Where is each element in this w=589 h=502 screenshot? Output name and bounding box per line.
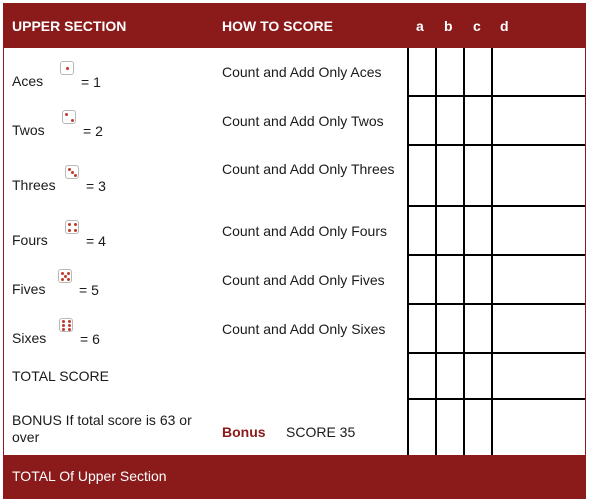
- category-label: Fours: [12, 231, 48, 248]
- score-cell[interactable]: [409, 207, 435, 254]
- upper-section-total-row: [4, 455, 585, 498]
- score-cell[interactable]: [437, 256, 463, 303]
- die-six-icon: [59, 318, 73, 332]
- score-cell[interactable]: [409, 97, 435, 144]
- score-cell[interactable]: [437, 97, 463, 144]
- category-value: = 6: [80, 330, 100, 347]
- score-cell[interactable]: [409, 146, 435, 205]
- score-cell[interactable]: [437, 354, 463, 398]
- category-value: = 2: [83, 122, 103, 139]
- how-to-score-text: Count and Add Only Sixes: [222, 320, 386, 337]
- category-value: = 3: [86, 177, 106, 194]
- total-score-label: TOTAL SCORE: [12, 368, 109, 384]
- score-cell[interactable]: [493, 146, 585, 205]
- score-cell[interactable]: [437, 207, 463, 254]
- bonus-score: SCORE 35: [286, 424, 356, 440]
- score-cell[interactable]: [493, 207, 585, 254]
- die-five-icon: [58, 269, 72, 283]
- category-value: = 4: [86, 232, 106, 249]
- category-value: = 1: [81, 73, 101, 90]
- score-cell[interactable]: [409, 354, 435, 398]
- how-to-score-text: Count and Add Only Threes: [222, 161, 395, 177]
- column-a-heading: a: [416, 18, 424, 34]
- score-cell[interactable]: [493, 50, 585, 95]
- category-value: = 5: [79, 281, 99, 298]
- category-label: Twos: [12, 121, 45, 138]
- score-cell[interactable]: [465, 97, 491, 144]
- column-b-heading: b: [444, 18, 453, 34]
- score-cell[interactable]: [465, 400, 491, 457]
- column-d-heading: d: [500, 18, 509, 34]
- section-title: UPPER SECTION: [12, 18, 127, 34]
- category-label: Threes: [12, 176, 56, 193]
- category-label: Fives: [12, 280, 46, 297]
- how-to-score-text: Count and Add Only Twos: [222, 112, 384, 129]
- score-cell[interactable]: [493, 97, 585, 144]
- score-cell[interactable]: [493, 305, 585, 352]
- score-cell[interactable]: [465, 207, 491, 254]
- score-cell[interactable]: [437, 50, 463, 95]
- die-two-icon: [62, 110, 76, 124]
- score-cell[interactable]: [465, 146, 491, 205]
- score-cell[interactable]: [409, 400, 435, 457]
- how-to-score-text: Count and Add Only Fours: [222, 222, 387, 239]
- score-cell[interactable]: [409, 50, 435, 95]
- category-label: Sixes: [12, 329, 47, 346]
- score-cell[interactable]: [493, 354, 585, 398]
- how-to-score-text: Count and Add Only Aces: [222, 63, 382, 80]
- score-cell[interactable]: [465, 305, 491, 352]
- upper-section-scorecard: [3, 3, 586, 499]
- how-to-score-heading: HOW TO SCORE: [222, 18, 333, 34]
- score-cell[interactable]: [465, 354, 491, 398]
- score-cell[interactable]: [493, 400, 585, 457]
- bonus-word: Bonus: [222, 424, 266, 440]
- die-three-icon: [65, 165, 79, 179]
- score-cell[interactable]: [493, 256, 585, 303]
- score-cell[interactable]: [409, 305, 435, 352]
- score-cell[interactable]: [437, 146, 463, 205]
- score-cell[interactable]: [465, 256, 491, 303]
- upper-section-total-label: TOTAL Of Upper Section: [12, 468, 167, 484]
- how-to-score-text: Count and Add Only Fives: [222, 271, 385, 288]
- die-four-icon: [65, 220, 79, 234]
- bonus-label: BONUS If total score is 63 or over: [12, 412, 192, 445]
- category-label: Aces: [12, 72, 44, 89]
- die-one-icon: [60, 61, 74, 75]
- score-cell[interactable]: [437, 400, 463, 457]
- score-cell[interactable]: [437, 305, 463, 352]
- scorecard-header: [4, 4, 585, 48]
- score-cell[interactable]: [409, 256, 435, 303]
- column-c-heading: c: [473, 18, 481, 34]
- score-cell[interactable]: [465, 50, 491, 95]
